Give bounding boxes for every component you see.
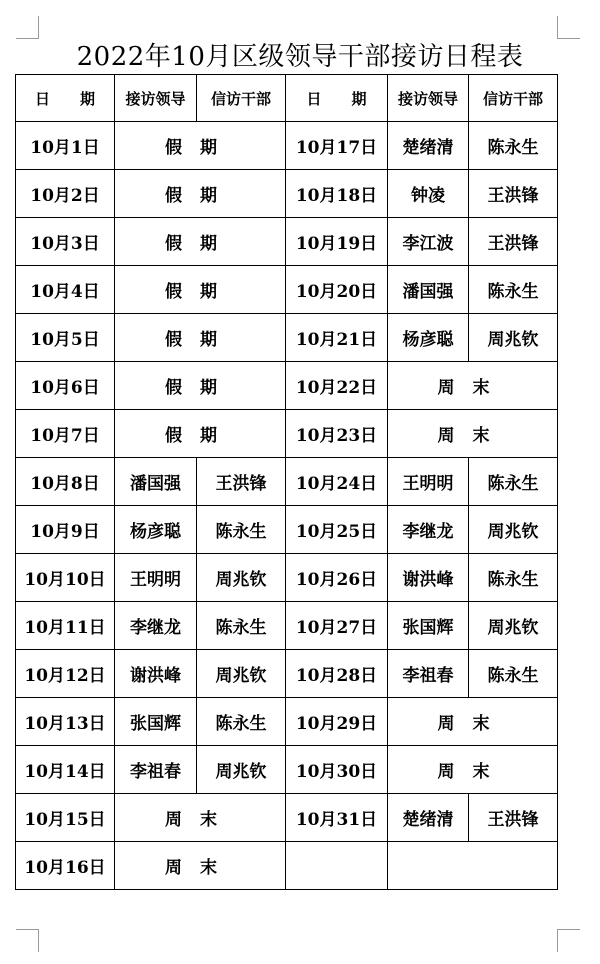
left-leader-cell: 李继龙 — [115, 602, 197, 650]
table-row — [16, 266, 558, 314]
left-date-cell: 10月9日 — [16, 506, 115, 554]
left-date-cell: 10月14日 — [16, 746, 115, 794]
right-cadre-cell: 周兆钦 — [469, 506, 558, 554]
right-date-cell: 10月29日 — [286, 698, 388, 746]
right-leader-cell: 潘国强 — [388, 266, 469, 314]
left-date-cell: 10月10日 — [16, 554, 115, 602]
right-date-cell: 10月24日 — [286, 458, 388, 506]
left-status-cell: 假期 — [115, 218, 286, 266]
table-row — [16, 746, 558, 794]
right-date-cell: 10月31日 — [286, 794, 388, 842]
table-row — [16, 794, 558, 842]
page-corner-mark-bottom-left — [16, 929, 39, 952]
left-status-cell: 假期 — [115, 362, 286, 410]
right-date-cell: 10月30日 — [286, 746, 388, 794]
right-leader-cell: 楚绪清 — [388, 794, 469, 842]
right-status-cell: 周末 — [388, 746, 558, 794]
left-date-cell: 10月4日 — [16, 266, 115, 314]
left-status-cell: 周末 — [115, 794, 286, 842]
left-status-cell: 假期 — [115, 266, 286, 314]
table-row — [16, 554, 558, 602]
right-date-cell: 10月17日 — [286, 122, 388, 170]
right-cadre-cell: 陈永生 — [469, 122, 558, 170]
left-leader-cell: 王明明 — [115, 554, 197, 602]
left-date-cell: 10月16日 — [16, 842, 115, 890]
table-row — [16, 218, 558, 266]
left-date-cell: 10月11日 — [16, 602, 115, 650]
right-leader-cell: 钟凌 — [388, 170, 469, 218]
header-row — [16, 75, 558, 122]
right-date-cell: 10月26日 — [286, 554, 388, 602]
right-cadre-cell: 周兆钦 — [469, 314, 558, 362]
left-date-cell: 10月7日 — [16, 410, 115, 458]
right-date-cell: 10月27日 — [286, 602, 388, 650]
right-date-cell: 10月22日 — [286, 362, 388, 410]
left-date-cell: 10月15日 — [16, 794, 115, 842]
table-row — [16, 170, 558, 218]
right-leader-cell: 王明明 — [388, 458, 469, 506]
left-status-cell: 假期 — [115, 122, 286, 170]
header-leader-right: 接访领导 — [388, 75, 469, 122]
left-leader-cell: 李祖春 — [115, 746, 197, 794]
table-row — [16, 506, 558, 554]
right-leader-cell: 李继龙 — [388, 506, 469, 554]
schedule-body — [16, 122, 558, 890]
left-cadre-cell: 周兆钦 — [197, 746, 286, 794]
right-status-cell: 周末 — [388, 410, 558, 458]
right-status-cell: 周末 — [388, 362, 558, 410]
left-date-cell: 10月6日 — [16, 362, 115, 410]
left-cadre-cell: 周兆钦 — [197, 554, 286, 602]
left-date-cell: 10月12日 — [16, 650, 115, 698]
left-leader-cell: 潘国强 — [115, 458, 197, 506]
right-date-cell: 10月18日 — [286, 170, 388, 218]
table-row — [16, 458, 558, 506]
left-status-cell: 假期 — [115, 170, 286, 218]
left-date-cell: 10月3日 — [16, 218, 115, 266]
table-row — [16, 122, 558, 170]
table-row — [16, 602, 558, 650]
left-status-cell: 假期 — [115, 410, 286, 458]
left-date-cell: 10月1日 — [16, 122, 115, 170]
right-date-cell: 10月23日 — [286, 410, 388, 458]
left-cadre-cell: 王洪锋 — [197, 458, 286, 506]
header-cadre: 信访干部 — [197, 75, 286, 122]
right-cadre-cell: 周兆钦 — [469, 602, 558, 650]
table-row — [16, 314, 558, 362]
right-date-cell: 10月19日 — [286, 218, 388, 266]
left-date-cell: 10月8日 — [16, 458, 115, 506]
table-row — [16, 650, 558, 698]
header-date-right: 日 期 — [286, 75, 388, 122]
right-cadre-cell: 王洪锋 — [469, 170, 558, 218]
right-empty-cell — [286, 842, 388, 890]
right-date-cell: 10月20日 — [286, 266, 388, 314]
right-leader-cell: 李江波 — [388, 218, 469, 266]
right-date-cell: 10月28日 — [286, 650, 388, 698]
right-cadre-cell: 王洪锋 — [469, 218, 558, 266]
right-date-cell: 10月21日 — [286, 314, 388, 362]
right-cadre-cell: 王洪锋 — [469, 794, 558, 842]
left-date-cell: 10月5日 — [16, 314, 115, 362]
left-status-cell: 周末 — [115, 842, 286, 890]
table-row — [16, 410, 558, 458]
right-cadre-cell: 陈永生 — [469, 266, 558, 314]
right-date-cell: 10月25日 — [286, 506, 388, 554]
left-date-cell: 10月13日 — [16, 698, 115, 746]
left-leader-cell: 谢洪峰 — [115, 650, 197, 698]
right-cadre-cell: 陈永生 — [469, 554, 558, 602]
right-leader-cell: 谢洪峰 — [388, 554, 469, 602]
schedule-table — [15, 74, 558, 890]
left-cadre-cell: 周兆钦 — [197, 650, 286, 698]
header-leader: 接访领导 — [115, 75, 197, 122]
left-status-cell: 假期 — [115, 314, 286, 362]
right-leader-cell: 张国辉 — [388, 602, 469, 650]
left-cadre-cell: 陈永生 — [197, 506, 286, 554]
left-leader-cell: 张国辉 — [115, 698, 197, 746]
right-status-cell: 周末 — [388, 698, 558, 746]
left-cadre-cell: 陈永生 — [197, 698, 286, 746]
header-date: 日 期 — [16, 75, 115, 122]
header-cadre-right: 信访干部 — [469, 75, 558, 122]
right-leader-cell: 李祖春 — [388, 650, 469, 698]
table-row — [16, 842, 558, 890]
right-leader-cell: 杨彦聪 — [388, 314, 469, 362]
page-corner-mark-bottom-right — [557, 929, 580, 952]
left-leader-cell: 杨彦聪 — [115, 506, 197, 554]
document-title: 2022年10月区级领导干部接访日程表 — [76, 42, 524, 72]
right-cadre-cell: 陈永生 — [469, 650, 558, 698]
table-row — [16, 362, 558, 410]
right-leader-cell: 楚绪清 — [388, 122, 469, 170]
left-cadre-cell: 陈永生 — [197, 602, 286, 650]
left-date-cell: 10月2日 — [16, 170, 115, 218]
right-empty-cell — [388, 842, 558, 890]
table-row — [16, 698, 558, 746]
right-cadre-cell: 陈永生 — [469, 458, 558, 506]
